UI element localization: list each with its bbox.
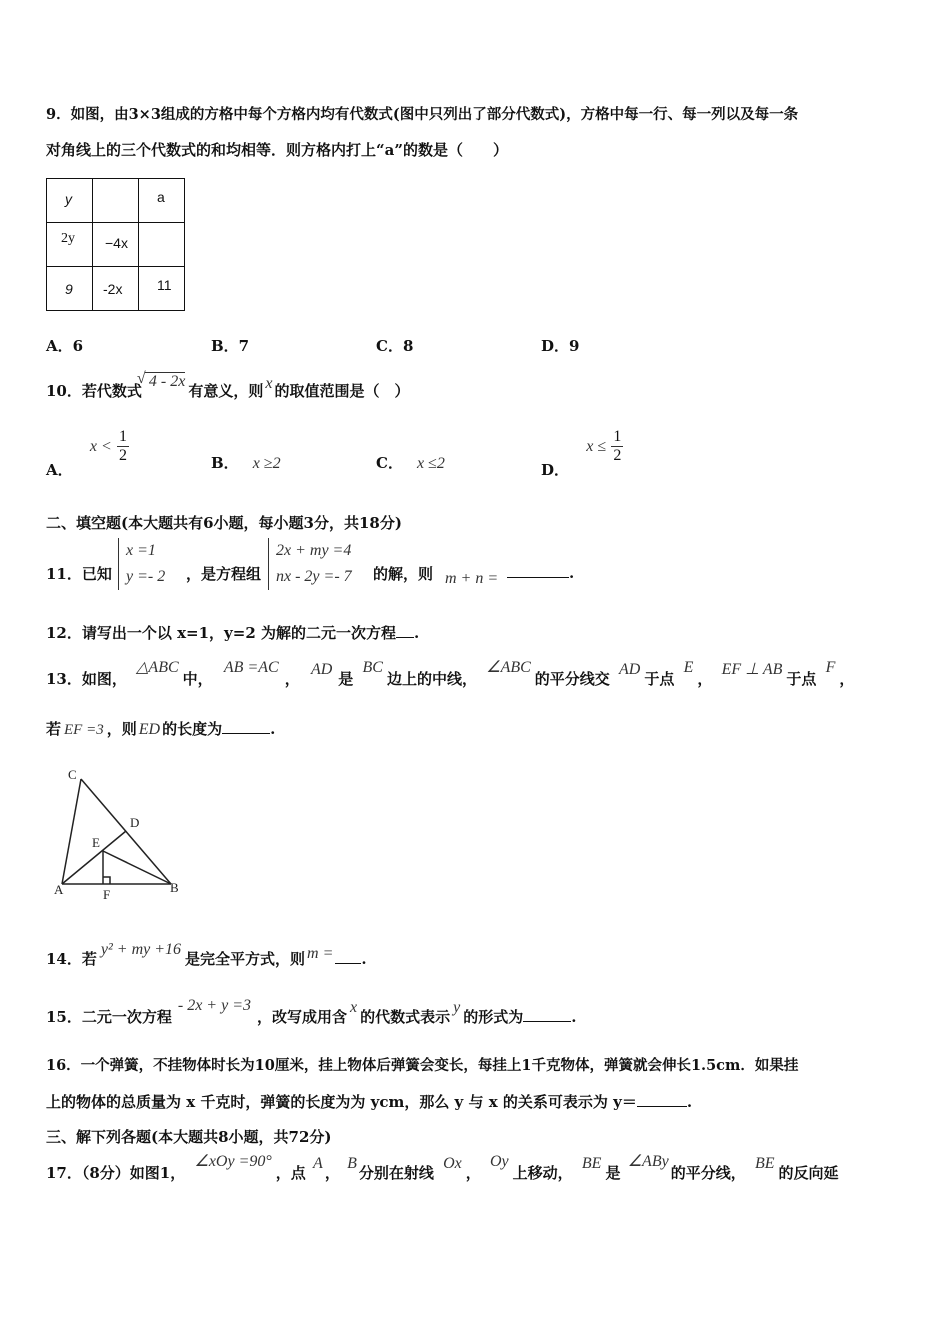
q11-post: 的解，则 bbox=[373, 565, 434, 583]
q12-text: 12．请写出一个以 x=1，y=2 为解的二元一次方程 . bbox=[46, 624, 420, 642]
q9-line2: 对角线上的三个代数式的和均相等．则方格内打上“a”的数是（ ） bbox=[46, 141, 508, 159]
q11-answer-blank[interactable]: . bbox=[507, 563, 574, 582]
grid-cell: 2y bbox=[47, 223, 93, 267]
label-a: A bbox=[54, 882, 64, 897]
grid-cell: 9 bbox=[47, 267, 93, 311]
q16-line2: 上的物体的总质量为 x 千克时，弹簧的长度为为 ycm，那么 y 与 x 的关系可表示为 y＝ . bbox=[46, 1093, 693, 1111]
q15-text: 15．二元一次方程- 2x + y =3，改写成用含x的代数式表示y的形式为 . bbox=[46, 997, 577, 1026]
magic-square-grid bbox=[46, 178, 185, 311]
grid-cell: a bbox=[139, 179, 185, 223]
grid-cell: -2x bbox=[93, 267, 139, 311]
label-e: E bbox=[92, 835, 100, 850]
q13-line1: 13．如图， △ABC中， AB =AC， AD是 BC边上的中线， ∠ABC的平分线交 AD于点 E， EF ⊥ AB于点 F， bbox=[46, 659, 855, 688]
edge-ac bbox=[62, 779, 81, 884]
grid-cell: −4x bbox=[93, 223, 139, 267]
q11-expr: m + n = bbox=[445, 570, 499, 587]
q9-option-d[interactable]: D．9 bbox=[541, 337, 580, 355]
q10-text: 10．若代数式 √ 4 - 2x有意义，则 x 的取值范围是（ ） bbox=[46, 370, 410, 400]
label-c: C bbox=[68, 767, 77, 782]
q11-system2: 2x + my =4 nx - 2y =- 7 bbox=[268, 538, 352, 590]
grid-cell bbox=[93, 179, 139, 223]
q10-option-a[interactable]: A． x < $\frac{1}{2}$ bbox=[46, 428, 128, 479]
q14-text: 14．若y² + my +16是完全平方式，则 m = . bbox=[46, 941, 367, 968]
grid-cell bbox=[139, 223, 185, 267]
q14-answer-blank[interactable] bbox=[335, 949, 361, 964]
right-angle-mark bbox=[103, 877, 110, 884]
q11-pre: 11．已知 bbox=[46, 565, 112, 583]
q11-system1: x =1 y =- 2 bbox=[118, 538, 165, 590]
q9-option-a[interactable]: A．6 bbox=[46, 337, 84, 355]
q10-option-c[interactable]: C． x ≤2 bbox=[376, 454, 445, 472]
q10-radical: √ 4 - 2x bbox=[136, 370, 186, 390]
q9-option-b[interactable]: B．7 bbox=[211, 337, 250, 355]
q9-line1: 9．如图，由3×3组成的方格中每个方格内均有代数式(图中只列出了部分代数式)，方格中每一行、每一列以及每一条 bbox=[46, 106, 799, 123]
q10-option-d[interactable]: D． x ≤ $\frac{1}{2}$ bbox=[541, 428, 622, 479]
q13-line2: 若 EF =3 ，则 ED 的长度为 . bbox=[46, 720, 276, 738]
q16-answer-blank[interactable] bbox=[637, 1092, 687, 1107]
q17-line1: 17．（8分）如图1， ∠xOy =90°，点 A， B分别在射线 Ox， Oy上移动， BE是 ∠ABy的平分线， BE的反向延 bbox=[46, 1153, 839, 1182]
grid-cell: 11 bbox=[139, 267, 185, 311]
section2-heading: 二、填空题(本大题共有6小题，每小题3分，共18分) bbox=[46, 514, 402, 532]
q13-triangle-figure bbox=[50, 765, 190, 905]
q9-option-c[interactable]: C．8 bbox=[376, 337, 414, 355]
section3-heading: 三、解下列各题(本大题共8小题，共72分) bbox=[46, 1128, 332, 1146]
q16-line1: 16．一个弹簧，不挂物体时长为10厘米，挂上物体后弹簧会变长，每挂上1千克物体，弹簧就会伸长1.5cm．如果挂 bbox=[46, 1057, 799, 1074]
bisector-be bbox=[103, 851, 171, 884]
label-d: D bbox=[130, 815, 140, 830]
q10-option-b[interactable]: B． x ≥2 bbox=[211, 454, 281, 472]
q15-answer-blank[interactable] bbox=[523, 1007, 571, 1022]
q13-answer-blank[interactable] bbox=[222, 719, 270, 734]
grid-cell: y bbox=[47, 179, 93, 223]
q12-answer-blank[interactable] bbox=[396, 623, 414, 638]
label-f: F bbox=[103, 887, 111, 902]
label-b: B bbox=[170, 880, 179, 895]
q11-mid: ，是方程组 bbox=[186, 565, 262, 583]
